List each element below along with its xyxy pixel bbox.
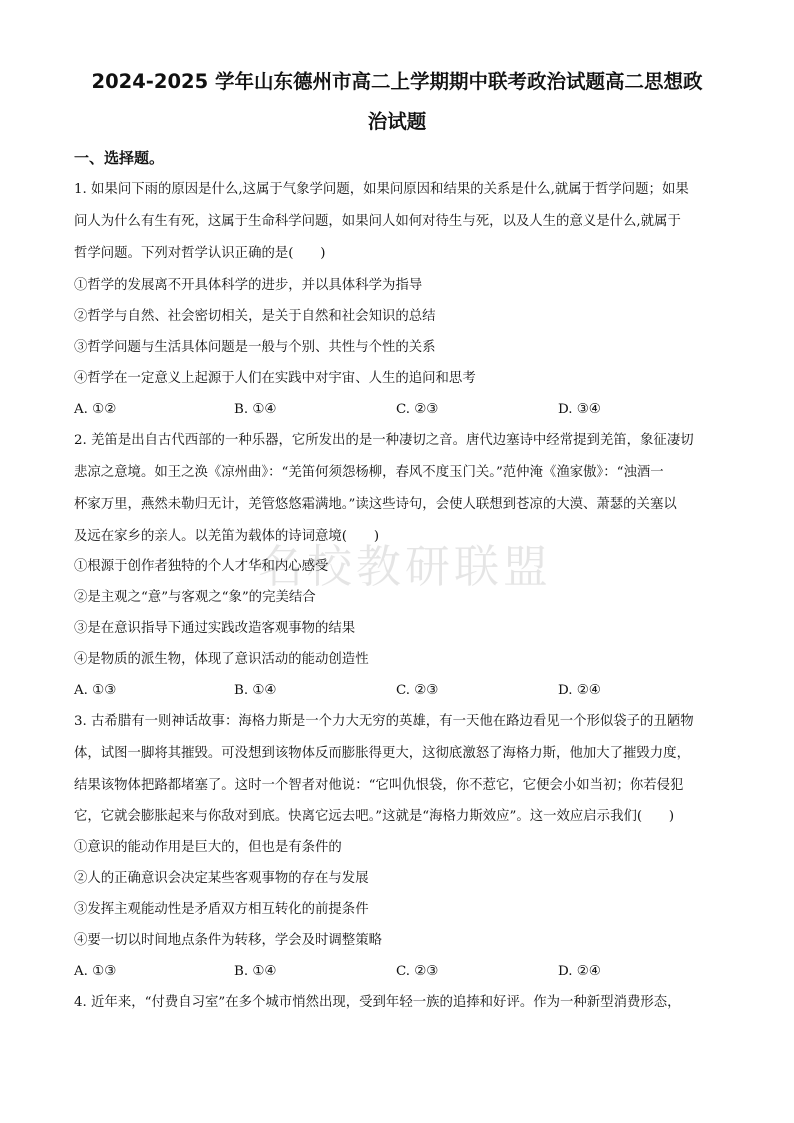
question-text-line: 体，试图一脚将其摧毁。可没想到该物体反而膨胀得更大，这彻底激怒了海格力斯，他加大了摧毁力度， bbox=[74, 746, 690, 761]
section-heading: 一、选择题。 bbox=[74, 149, 165, 167]
question-text-line: 哲学问题。下列对哲学认识正确的是( ) bbox=[74, 246, 326, 261]
option-b: B. ①④ bbox=[234, 964, 277, 979]
title-line-1: 2024-2025 学年山东德州市高二上学期期中联考政治试题高二思想政 bbox=[91, 70, 703, 93]
question-text-line: 1. 如果问下雨的原因是什么,这属于气象学问题，如果问原因和结果的关系是什么,就属于哲学问题；如果 bbox=[74, 182, 689, 197]
question-text-line: 悲凉之意境。如王之涣《凉州曲》：“羌笛何须怨杨柳，春风不度玉门关。”范仲淹《渔家傲》：“浊酒一 bbox=[74, 465, 664, 480]
statement-3: ③是在意识指导下通过实践改造客观事物的结果 bbox=[74, 621, 356, 636]
option-d: D. ③④ bbox=[558, 402, 601, 417]
question-text-line: 结果该物体把路都堵塞了。这时一个智者对他说：“它叫仇恨袋，你不惹它，它便会小如当初；你若侵犯 bbox=[74, 778, 684, 793]
option-a: A. ①③ bbox=[74, 683, 117, 698]
statement-1: ①根源于创作者独特的个人才华和内心感受 bbox=[74, 559, 329, 574]
statement-2: ②人的正确意识会决定某些客观事物的存在与发展 bbox=[74, 871, 369, 886]
statement-2: ②是主观之“意”与客观之“象”的完美结合 bbox=[74, 590, 316, 605]
watermark: 名校教研联盟 bbox=[257, 540, 552, 593]
option-a: A. ①② bbox=[74, 402, 117, 417]
document-title bbox=[60, 62, 734, 142]
question-text-line: 杯家万里，燕然未勒归无计，羌管悠悠霜满地。”读这些诗句，会使人联想到苍凉的大漠、萧瑟的关塞以 bbox=[74, 497, 677, 512]
question-text-line: 及远在家乡的亲人。以羌笛为载体的诗词意境( ) bbox=[74, 529, 380, 544]
statement-4: ④哲学在一定意义上起源于人们在实践中对宇宙、人生的追问和思考 bbox=[74, 371, 476, 386]
title-line-2: 治试题 bbox=[367, 110, 427, 133]
question-text-line: 2. 羌笛是出自古代西部的一种乐器，它所发出的是一种凄切之音。唐代边塞诗中经常提到羌笛，象征凄切 bbox=[74, 433, 694, 448]
question-text-line: 4. 近年来，“付费自习室”在多个城市悄然出现，受到年轻一族的追捧和好评。作为一种新型消费形态， bbox=[74, 995, 681, 1010]
statement-1: ①哲学的发展离不开具体科学的进步，并以具体科学为指导 bbox=[74, 278, 423, 293]
option-d: D. ②④ bbox=[558, 683, 601, 698]
option-b: B. ①④ bbox=[234, 683, 277, 698]
statement-1: ①意识的能动作用是巨大的，但也是有条件的 bbox=[74, 840, 342, 855]
question-text-line: 问人为什么有生有死，这属于生命科学问题，如果问人如何对待生与死，以及人生的意义是什么,就属于 bbox=[74, 214, 681, 229]
option-c: C. ②③ bbox=[396, 402, 439, 417]
statement-3: ③发挥主观能动性是矛盾双方相互转化的前提条件 bbox=[74, 902, 369, 917]
option-c: C. ②③ bbox=[396, 964, 439, 979]
option-c: C. ②③ bbox=[396, 683, 439, 698]
statement-4: ④要一切以时间地点条件为转移，学会及时调整策略 bbox=[74, 933, 382, 948]
statement-3: ③哲学问题与生活具体问题是一般与个别、共性与个性的关系 bbox=[74, 340, 436, 355]
statement-2: ②哲学与自然、社会密切相关，是关于自然和社会知识的总结 bbox=[74, 309, 436, 324]
option-b: B. ①④ bbox=[234, 402, 277, 417]
option-d: D. ②④ bbox=[558, 964, 601, 979]
question-text-line: 3. 古希腊有一则神话故事：海格力斯是一个力大无穷的英雄，有一天他在路边看见一个形似袋子的丑陋物 bbox=[74, 714, 694, 729]
option-a: A. ①③ bbox=[74, 964, 117, 979]
question-text-line: 它，它就会膨胀起来与你敌对到底。快离它远去吧。”这就是“海格力斯效应”。这一效应启示我们( ) bbox=[74, 809, 675, 824]
statement-4: ④是物质的派生物，体现了意识活动的能动创造性 bbox=[74, 652, 369, 667]
